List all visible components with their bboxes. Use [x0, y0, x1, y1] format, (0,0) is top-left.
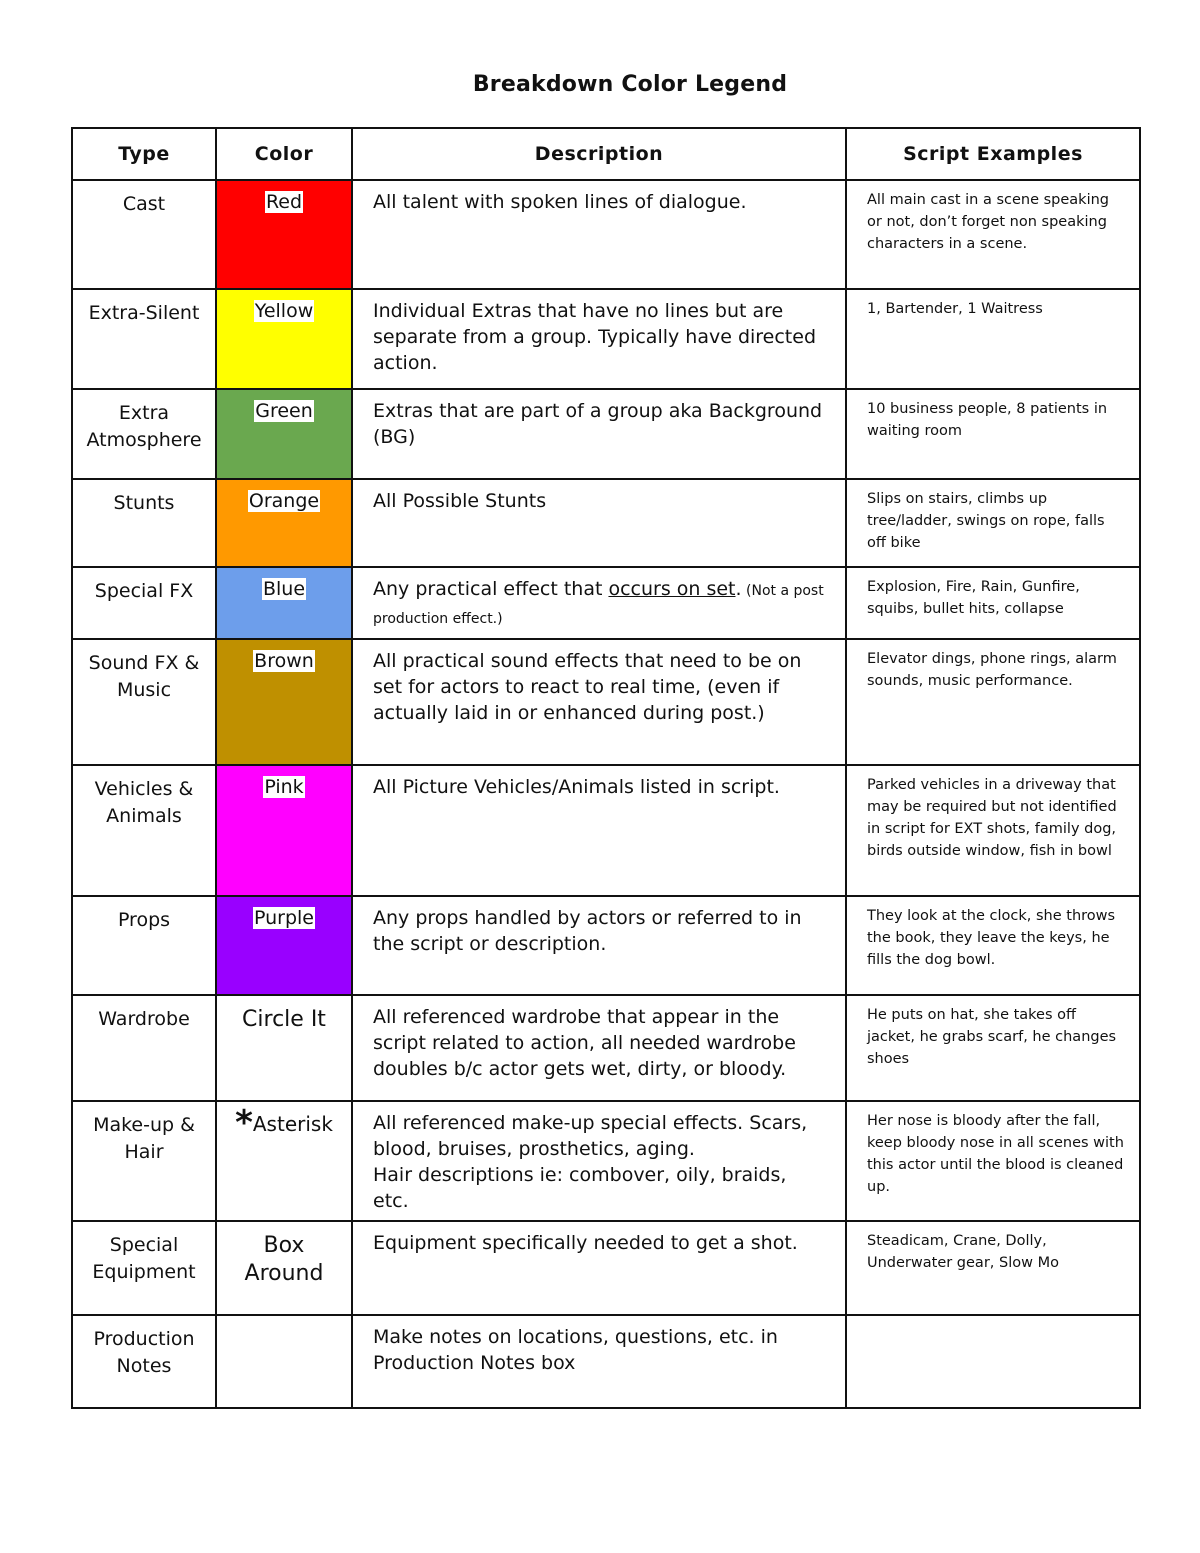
table-row	[72, 1101, 1140, 1221]
color-label: Yellow	[254, 300, 314, 322]
marking-label: Circle It	[242, 1007, 326, 1032]
description-underlined-text: occurs on set	[608, 578, 736, 600]
table-row	[72, 289, 1140, 389]
color-swatch-pink	[216, 765, 352, 896]
examples-cell: They look at the clock, she throws the book, they leave the keys, he fills the dog bowl.	[846, 896, 1140, 995]
color-swatch-blue	[216, 567, 352, 639]
description-text-line2: Hair descriptions ie: combover, oily, braids, etc.	[373, 1164, 787, 1212]
type-cell: Special FX	[72, 567, 216, 639]
table-row	[72, 389, 1140, 479]
description-note: (Not a post production effect.)	[373, 583, 824, 627]
examples-cell: Elevator dings, phone rings, alarm sounds, music performance.	[846, 639, 1140, 765]
table-row	[72, 1221, 1140, 1315]
table-row	[72, 995, 1140, 1101]
description-cell: Make notes on locations, questions, etc. in Production Notes box	[352, 1315, 846, 1408]
header-examples: Script Examples	[846, 128, 1140, 180]
marking-label: Box Around	[244, 1233, 324, 1286]
marking-asterisk	[216, 1101, 352, 1221]
description-cell: Equipment specifically needed to get a shot.	[352, 1221, 846, 1315]
type-cell: Vehicles & Animals	[72, 765, 216, 896]
header-color: Color	[216, 128, 352, 180]
description-cell: Individual Extras that have no lines but are separate from a group. Typically have directed action.	[352, 289, 846, 389]
marking-circle-it	[216, 995, 352, 1101]
description-cell: All referenced wardrobe that appear in the script related to action, all needed wardrobe doubles b/c actor gets wet, dirty, or bloody.	[352, 995, 846, 1101]
color-label: Purple	[253, 907, 314, 929]
type-cell: Sound FX & Music	[72, 639, 216, 765]
type-cell: Wardrobe	[72, 995, 216, 1101]
table-row	[72, 639, 1140, 765]
color-label: Pink	[264, 776, 304, 798]
type-cell: Special Equipment	[72, 1221, 216, 1315]
header-description: Description	[352, 128, 846, 180]
legend-table	[71, 127, 1141, 1409]
examples-cell: Slips on stairs, climbs up tree/ladder, swings on rope, falls off bike	[846, 479, 1140, 567]
color-swatch-red	[216, 180, 352, 289]
table-row	[72, 896, 1140, 995]
type-cell: Production Notes	[72, 1315, 216, 1408]
examples-cell: 1, Bartender, 1 Waitress	[846, 289, 1140, 389]
color-swatch-orange	[216, 479, 352, 567]
description-cell	[352, 567, 846, 639]
marking-label: Asterisk	[252, 1112, 333, 1136]
header-type: Type	[72, 128, 216, 180]
table-row	[72, 1315, 1140, 1408]
type-cell: Stunts	[72, 479, 216, 567]
color-label: Orange	[248, 490, 320, 512]
description-cell	[352, 1101, 846, 1221]
examples-cell: He puts on hat, she takes off jacket, he grabs scarf, he changes shoes	[846, 995, 1140, 1101]
type-cell: Extra-Silent	[72, 289, 216, 389]
description-cell: All practical sound effects that need to be on set for actors to react to real time, (even if actually laid in or enhanced during post.)	[352, 639, 846, 765]
type-cell: Cast	[72, 180, 216, 289]
color-label: Blue	[262, 578, 306, 600]
color-swatch-purple	[216, 896, 352, 995]
description-cell: All Possible Stunts	[352, 479, 846, 567]
description-cell: All talent with spoken lines of dialogue.	[352, 180, 846, 289]
examples-cell: Her nose is bloody after the fall, keep bloody nose in all scenes with this actor until the blood is cleaned up.	[846, 1101, 1140, 1221]
examples-cell: All main cast in a scene speaking or not, don’t forget non speaking characters in a scene.	[846, 180, 1140, 289]
examples-cell: Parked vehicles in a driveway that may be required but not identified in script for EXT shots, family dog, birds outside window, fish in bowl	[846, 765, 1140, 896]
type-cell: Props	[72, 896, 216, 995]
examples-cell	[846, 1315, 1140, 1408]
examples-cell: 10 business people, 8 patients in waiting room	[846, 389, 1140, 479]
marking-empty	[216, 1315, 352, 1408]
description-cell: All Picture Vehicles/Animals listed in script.	[352, 765, 846, 896]
description-cell: Extras that are part of a group aka Background (BG)	[352, 389, 846, 479]
type-cell: Make-up & Hair	[72, 1101, 216, 1221]
marking-box-around	[216, 1221, 352, 1315]
description-text-end: .	[735, 578, 742, 600]
description-cell: Any props handled by actors or referred to in the script or description.	[352, 896, 846, 995]
table-row	[72, 765, 1140, 896]
table-row	[72, 479, 1140, 567]
examples-cell: Explosion, Fire, Rain, Gunfire, squibs, bullet hits, collapse	[846, 567, 1140, 639]
type-cell: Extra Atmosphere	[72, 389, 216, 479]
color-label: Brown	[254, 650, 314, 672]
page-title: Breakdown Color Legend	[472, 72, 788, 97]
table-row	[72, 567, 1140, 639]
color-swatch-brown	[216, 639, 352, 765]
asterisk-icon: *	[235, 1103, 253, 1143]
description-text: Any practical effect that	[373, 578, 609, 600]
description-text: All referenced make-up special effects. Scars, blood, bruises, prosthetics, aging.	[373, 1112, 808, 1160]
color-swatch-yellow	[216, 289, 352, 389]
color-label: Green	[255, 400, 313, 422]
examples-cell: Steadicam, Crane, Dolly, Underwater gear, Slow Mo	[846, 1221, 1140, 1315]
color-label: Red	[265, 191, 303, 213]
table-row	[72, 180, 1140, 289]
header-row	[72, 128, 1140, 180]
color-swatch-green	[216, 389, 352, 479]
